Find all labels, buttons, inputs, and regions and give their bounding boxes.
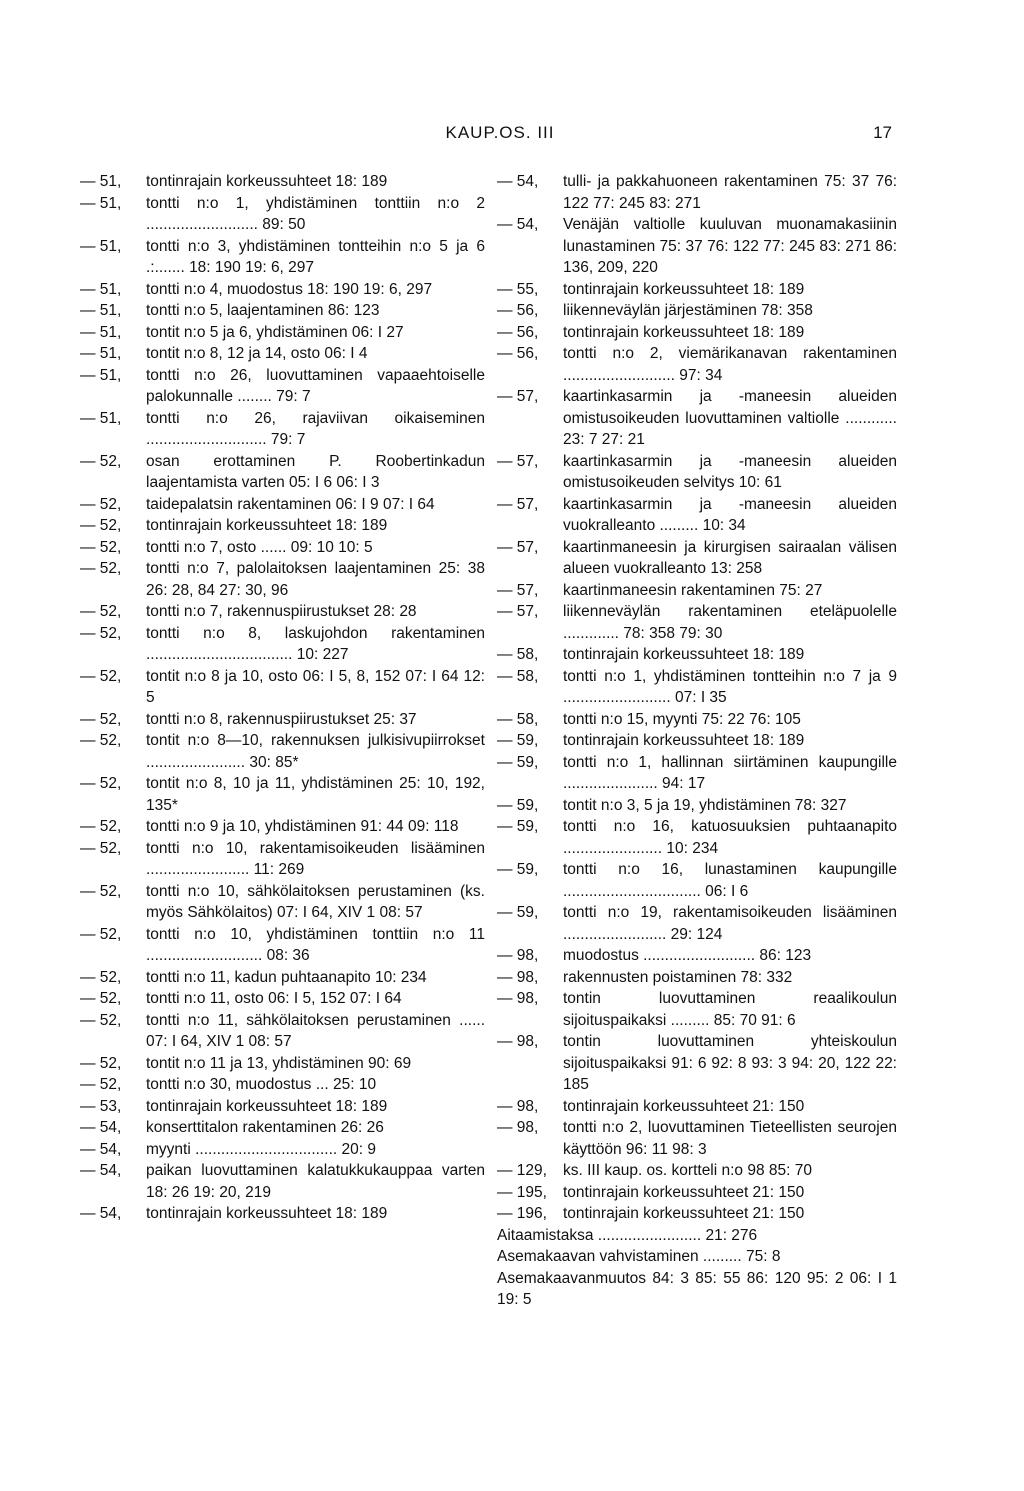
entry-prefix: — 98, xyxy=(497,968,539,986)
index-entry xyxy=(497,752,897,795)
index-column-right xyxy=(497,171,897,1311)
index-entry xyxy=(497,1268,897,1311)
index-entry xyxy=(80,1117,485,1139)
entry-prefix: — 58, xyxy=(497,667,539,685)
entry-text: rakennusten poistaminen 78: 332 xyxy=(563,968,793,986)
index-entry xyxy=(497,300,897,322)
entry-text: kaartinkasarmin ja -maneesin alueiden omistusoikeuden selvitys 10: 61 xyxy=(563,452,897,491)
entry-text: tontti n:o 2, luovuttaminen Tieteellisten seurojen käyttöön 96: 11 98: 3 xyxy=(563,1119,897,1158)
entry-prefix: — 52, xyxy=(80,1054,122,1072)
index-entry xyxy=(497,666,897,709)
index-entry xyxy=(80,365,485,408)
index-entry xyxy=(80,838,485,881)
entry-prefix: — 58, xyxy=(497,646,539,663)
index-entry xyxy=(80,924,485,967)
entry-prefix: — 57, xyxy=(497,495,539,513)
entry-text: tontti n:o 8, laskujohdon rakentaminen .................................. 10: 227 xyxy=(146,624,485,663)
index-entry xyxy=(497,1160,897,1182)
index-entry xyxy=(80,816,485,838)
entry-text: tontit n:o 8 ja 10, osto 06: I 5, 8, 152 07: I 64 12: 5 xyxy=(146,667,485,706)
entry-prefix: — 53, xyxy=(80,1097,122,1115)
index-entry xyxy=(497,644,897,666)
entry-prefix: — 54, xyxy=(80,1119,122,1136)
entry-prefix: — 98, xyxy=(497,1033,539,1050)
entry-prefix: — 57, xyxy=(497,388,539,405)
entry-prefix: — 52, xyxy=(80,818,122,835)
entry-text: tontti n:o 10, yhdistäminen tonttiin n:o 11 ........................... 08: 36 xyxy=(146,925,485,964)
entry-text: tontit n:o 11 ja 13, yhdistäminen 90: 69 xyxy=(146,1054,412,1072)
entry-prefix: — 59, xyxy=(497,753,539,771)
index-entry xyxy=(80,515,485,537)
index-entry xyxy=(80,773,485,816)
index-entry xyxy=(80,1096,485,1118)
entry-text: tontti n:o 3, yhdistäminen tontteihin n:o 5 ja 6 .:....... 18: 190 19: 6, 297 xyxy=(146,237,485,276)
entry-text: tontti n:o 5, laajentaminen 86: 123 xyxy=(146,302,380,319)
entry-prefix: — 52, xyxy=(80,839,122,857)
entry-text: tontti n:o 11, kadun puhtaanapito 10: 234 xyxy=(146,968,427,986)
entry-prefix: — 52, xyxy=(80,538,122,556)
index-entry xyxy=(80,988,485,1010)
index-entry xyxy=(497,859,897,902)
entry-prefix: — 98, xyxy=(497,990,539,1007)
entry-prefix: — 51, xyxy=(80,280,122,298)
entry-prefix: — 52, xyxy=(80,968,122,986)
index-entry xyxy=(497,1225,897,1247)
entry-prefix: — 52, xyxy=(80,882,122,900)
index-entry xyxy=(497,279,897,301)
index-entry xyxy=(80,1160,485,1203)
entry-text: tontti n:o 16, lunastaminen kaupungille ................................ 06: I 6 xyxy=(563,861,897,900)
entry-text: tontinrajain korkeussuhteet 18: 189 xyxy=(563,323,805,341)
entry-text: tontti n:o 7, rakennuspiirustukset 28: 28 xyxy=(146,603,417,620)
entry-text: tontinrajain korkeussuhteet 18: 189 xyxy=(146,173,388,190)
entry-prefix: — 57, xyxy=(497,538,539,556)
entry-text: Asemakaavanmuutos 84: 3 85: 55 86: 120 95: 2 06: I 1 19: 5 xyxy=(497,1269,897,1308)
index-entry xyxy=(80,1010,485,1053)
entry-text: kaartinkasarmin ja -maneesin alueiden vuokralleanto ......... 10: 34 xyxy=(563,495,897,534)
entry-text: Asemakaavan vahvistaminen ......... 75: 8 xyxy=(497,1248,781,1265)
entry-text: tontti n:o 9 ja 10, yhdistäminen 91: 44 09: 118 xyxy=(146,818,459,835)
entry-text: tontinrajain korkeussuhteet 21: 150 xyxy=(563,1205,805,1222)
index-entry xyxy=(497,214,897,279)
index-entry xyxy=(80,343,485,365)
entry-text: tontit n:o 3, 5 ja 19, yhdistäminen 78: 327 xyxy=(563,796,847,814)
entry-prefix: — 56, xyxy=(497,302,539,319)
entry-prefix: — 54, xyxy=(80,1140,122,1158)
entry-text: tontit n:o 8—10, rakennuksen julkisivupiirrokset ....................... 30: 85* xyxy=(146,732,485,771)
index-entry xyxy=(497,1203,897,1225)
entry-prefix: — 57, xyxy=(497,452,539,470)
entry-text: tontinrajain korkeussuhteet 18: 189 xyxy=(563,646,805,663)
index-entry xyxy=(80,300,485,322)
entry-text: tontti n:o 30, muodostus ... 25: 10 xyxy=(146,1076,377,1093)
index-entry xyxy=(497,494,897,537)
entry-prefix: — 59, xyxy=(497,861,539,878)
index-entry xyxy=(497,816,897,859)
index-entry xyxy=(497,601,897,644)
index-entry xyxy=(497,795,897,817)
entry-text: muodostus .......................... 86: 123 xyxy=(563,947,812,964)
entry-text: tontti n:o 1, hallinnan siirtäminen kaupungille ...................... 94: 17 xyxy=(563,753,897,792)
entry-prefix: — 54, xyxy=(497,216,539,233)
index-entry xyxy=(80,494,485,516)
entry-text: tontinrajain korkeussuhteet 18: 189 xyxy=(146,1205,388,1222)
index-entry xyxy=(80,171,485,193)
entry-prefix: — 52, xyxy=(80,925,122,943)
entry-prefix: — 129, xyxy=(497,1162,547,1179)
entry-prefix: — 51, xyxy=(80,323,122,341)
entry-text: kaartinmaneesin ja kirurgisen sairaalan välisen alueen vuokralleanto 13: 258 xyxy=(563,538,897,577)
running-head: KAUP.OS. III xyxy=(445,123,555,142)
entry-prefix: — 57, xyxy=(497,603,539,620)
entry-text: tontit n:o 8, 12 ja 14, osto 06: I 4 xyxy=(146,345,368,362)
entry-text: Venäjän valtiolle kuuluvan muonamakasiinin lunastaminen 75: 37 76: 122 77: 245 83: 271 86: 136, 209, 220 xyxy=(563,216,897,276)
index-entry xyxy=(497,988,897,1031)
entry-prefix: — 51, xyxy=(80,302,122,319)
index-entry xyxy=(80,537,485,559)
index-entry xyxy=(497,1031,897,1096)
entry-prefix: — 56, xyxy=(497,345,539,362)
entry-text: kaartinkasarmin ja -maneesin alueiden omistusoikeuden luovuttaminen valtiolle ............ 23: 7 27: 21 xyxy=(563,388,897,448)
index-entry xyxy=(497,1096,897,1118)
entry-text: myynti ................................. 20: 9 xyxy=(146,1140,376,1158)
entry-prefix: — 52, xyxy=(80,1076,122,1093)
index-entry xyxy=(80,236,485,279)
index-column-left xyxy=(80,171,485,1225)
entry-prefix: — 54, xyxy=(497,173,539,190)
entry-text: tontit n:o 8, 10 ja 11, yhdistäminen 25: 10, 192, 135* xyxy=(146,775,485,814)
entry-text: ks. III kaup. os. kortteli n:o 98 85: 70 xyxy=(563,1162,812,1179)
entry-text: tontti n:o 19, rakentamisoikeuden lisääminen ........................ 29: 124 xyxy=(563,904,897,943)
entry-prefix: — 51, xyxy=(80,237,122,255)
entry-prefix: — 98, xyxy=(497,947,539,964)
entry-prefix: — 52, xyxy=(80,560,122,577)
entry-text: tontti n:o 15, myynti 75: 22 76: 105 xyxy=(563,710,801,728)
entry-prefix: — 52, xyxy=(80,990,122,1007)
entry-prefix: — 195, xyxy=(497,1183,547,1201)
entry-prefix: — 51, xyxy=(80,173,122,190)
index-entry xyxy=(80,193,485,236)
entry-prefix: — 54, xyxy=(80,1205,122,1222)
index-entry xyxy=(80,322,485,344)
entry-prefix: — 52, xyxy=(80,667,122,685)
entry-text: tontinrajain korkeussuhteet 21: 150 xyxy=(563,1183,805,1201)
index-entry xyxy=(497,902,897,945)
entry-text: paikan luovuttaminen kalatukkukauppaa varten 18: 26 19: 20, 219 xyxy=(146,1162,485,1201)
entry-prefix: — 196, xyxy=(497,1205,547,1222)
entry-text: kaartinmaneesin rakentaminen 75: 27 xyxy=(563,581,823,599)
entry-prefix: — 98, xyxy=(497,1119,539,1136)
entry-prefix: — 56, xyxy=(497,323,539,341)
entry-text: tontinrajain korkeussuhteet 21: 150 xyxy=(563,1097,805,1115)
entry-text: tontinrajain korkeussuhteet 18: 189 xyxy=(146,517,388,534)
entry-prefix: — 52, xyxy=(80,710,122,728)
entry-text: tontin luovuttaminen yhteiskoulun sijoituspaikaksi 91: 6 92: 8 93: 3 94: 20, 122 22: 185 xyxy=(563,1033,897,1093)
index-entry xyxy=(80,967,485,989)
entry-text: tontti n:o 7, palolaitoksen laajentaminen 25: 38 26: 28, 84 27: 30, 96 xyxy=(146,560,485,599)
entry-prefix: — 52, xyxy=(80,517,122,534)
entry-prefix: — 52, xyxy=(80,603,122,620)
entry-text: tontti n:o 8, rakennuspiirustukset 25: 37 xyxy=(146,710,417,728)
entry-text: tontti n:o 26, rajaviivan oikaiseminen ............................ 79: 7 xyxy=(146,409,485,448)
entry-prefix: — 57, xyxy=(497,581,539,599)
entry-prefix: — 51, xyxy=(80,345,122,362)
entry-prefix: — 52, xyxy=(80,624,122,642)
index-entry xyxy=(80,881,485,924)
index-entry xyxy=(497,709,897,731)
entry-text: tontti n:o 10, rakentamisoikeuden lisääminen ........................ 11: 269 xyxy=(146,839,485,878)
entry-text: Aitaamistaksa ........................ 21: 276 xyxy=(497,1226,758,1244)
index-entry xyxy=(80,730,485,773)
entry-prefix: — 51, xyxy=(80,409,122,427)
entry-prefix: — 55, xyxy=(497,280,539,298)
index-entry xyxy=(80,1203,485,1225)
index-entry xyxy=(80,601,485,623)
entry-text: tontinrajain korkeussuhteet 18: 189 xyxy=(563,732,805,749)
index-entry xyxy=(497,451,897,494)
index-entry xyxy=(80,558,485,601)
entry-text: osan erottaminen P. Roobertinkadun laajentamista varten 05: I 6 06: I 3 xyxy=(146,452,485,491)
index-entry xyxy=(497,1117,897,1160)
index-entry xyxy=(497,1246,897,1268)
index-entry xyxy=(80,451,485,494)
index-entry xyxy=(497,171,897,214)
entry-prefix: — 59, xyxy=(497,732,539,749)
index-entry xyxy=(497,967,897,989)
entry-prefix: — 52, xyxy=(80,452,122,470)
page-number: 17 xyxy=(873,123,892,142)
index-entry xyxy=(497,945,897,967)
entry-text: tontinrajain korkeussuhteet 18: 189 xyxy=(563,280,805,298)
entry-text: konserttitalon rakentaminen 26: 26 xyxy=(146,1119,384,1136)
entry-text: taidepalatsin rakentaminen 06: I 9 07: I 64 xyxy=(146,495,435,513)
entry-text: tontti n:o 26, luovuttaminen vapaaehtoiselle palokunnalle ........ 79: 7 xyxy=(146,366,485,405)
entry-prefix: — 59, xyxy=(497,796,539,814)
index-entry xyxy=(497,580,897,602)
entry-text: tulli- ja pakkahuoneen rakentaminen 75: 37 76: 122 77: 245 83: 271 xyxy=(563,173,897,212)
index-entry xyxy=(80,709,485,731)
entry-text: tontti n:o 11, osto 06: I 5, 152 07: I 64 xyxy=(146,990,402,1007)
entry-text: tontti n:o 2, viemärikanavan rakentaminen .......................... 97: 34 xyxy=(563,345,897,384)
entry-text: tontti n:o 1, yhdistäminen tontteihin n:o 7 ja 9 ......................... 07: I 35 xyxy=(563,667,897,706)
index-entry xyxy=(497,386,897,451)
entry-text: tontti n:o 4, muodostus 18: 190 19: 6, 297 xyxy=(146,280,433,298)
index-entry xyxy=(80,408,485,451)
entry-text: tontti n:o 7, osto ...... 09: 10 10: 5 xyxy=(146,538,373,556)
entry-prefix: — 51, xyxy=(80,194,122,212)
index-entry xyxy=(80,279,485,301)
entry-prefix: — 52, xyxy=(80,732,122,749)
index-entry xyxy=(497,343,897,386)
entry-prefix: — 52, xyxy=(80,775,122,792)
entry-text: tontit n:o 5 ja 6, yhdistäminen 06: I 27 xyxy=(146,323,404,341)
index-entry xyxy=(80,623,485,666)
entry-prefix: — 54, xyxy=(80,1162,122,1179)
entry-text: tontti n:o 1, yhdistäminen tonttiin n:o 2 .......................... 89: 50 xyxy=(146,194,485,233)
index-entry xyxy=(80,1139,485,1161)
entry-prefix: — 59, xyxy=(497,818,539,835)
index-entry xyxy=(497,322,897,344)
index-entry xyxy=(497,730,897,752)
index-entry xyxy=(497,1182,897,1204)
entry-text: liikenneväylän rakentaminen eteläpuolelle ............. 78: 358 79: 30 xyxy=(563,603,897,642)
index-entry xyxy=(80,1053,485,1075)
entry-text: tontti n:o 11, sähkölaitoksen perustaminen ...... 07: I 64, XIV 1 08: 57 xyxy=(146,1011,485,1050)
entry-prefix: — 52, xyxy=(80,1011,122,1029)
entry-text: tontinrajain korkeussuhteet 18: 189 xyxy=(146,1097,388,1115)
entry-prefix: — 52, xyxy=(80,495,122,513)
entry-prefix: — 51, xyxy=(80,366,122,384)
index-entry xyxy=(80,1074,485,1096)
entry-text: tontin luovuttaminen reaalikoulun sijoituspaikaksi ......... 85: 70 91: 6 xyxy=(563,990,897,1029)
index-entry xyxy=(497,537,897,580)
index-entry xyxy=(80,666,485,709)
entry-text: tontti n:o 10, sähkölaitoksen perustaminen (ks. myös Sähkölaitos) 07: I 64, XIV 1 08: 57 xyxy=(146,882,485,921)
entry-prefix: — 58, xyxy=(497,710,539,728)
entry-text: liikenneväylän järjestäminen 78: 358 xyxy=(563,302,813,319)
entry-prefix: — 98, xyxy=(497,1097,539,1115)
entry-prefix: — 59, xyxy=(497,904,539,921)
entry-text: tontti n:o 16, katuosuuksien puhtaanapito ....................... 10: 234 xyxy=(563,818,897,857)
